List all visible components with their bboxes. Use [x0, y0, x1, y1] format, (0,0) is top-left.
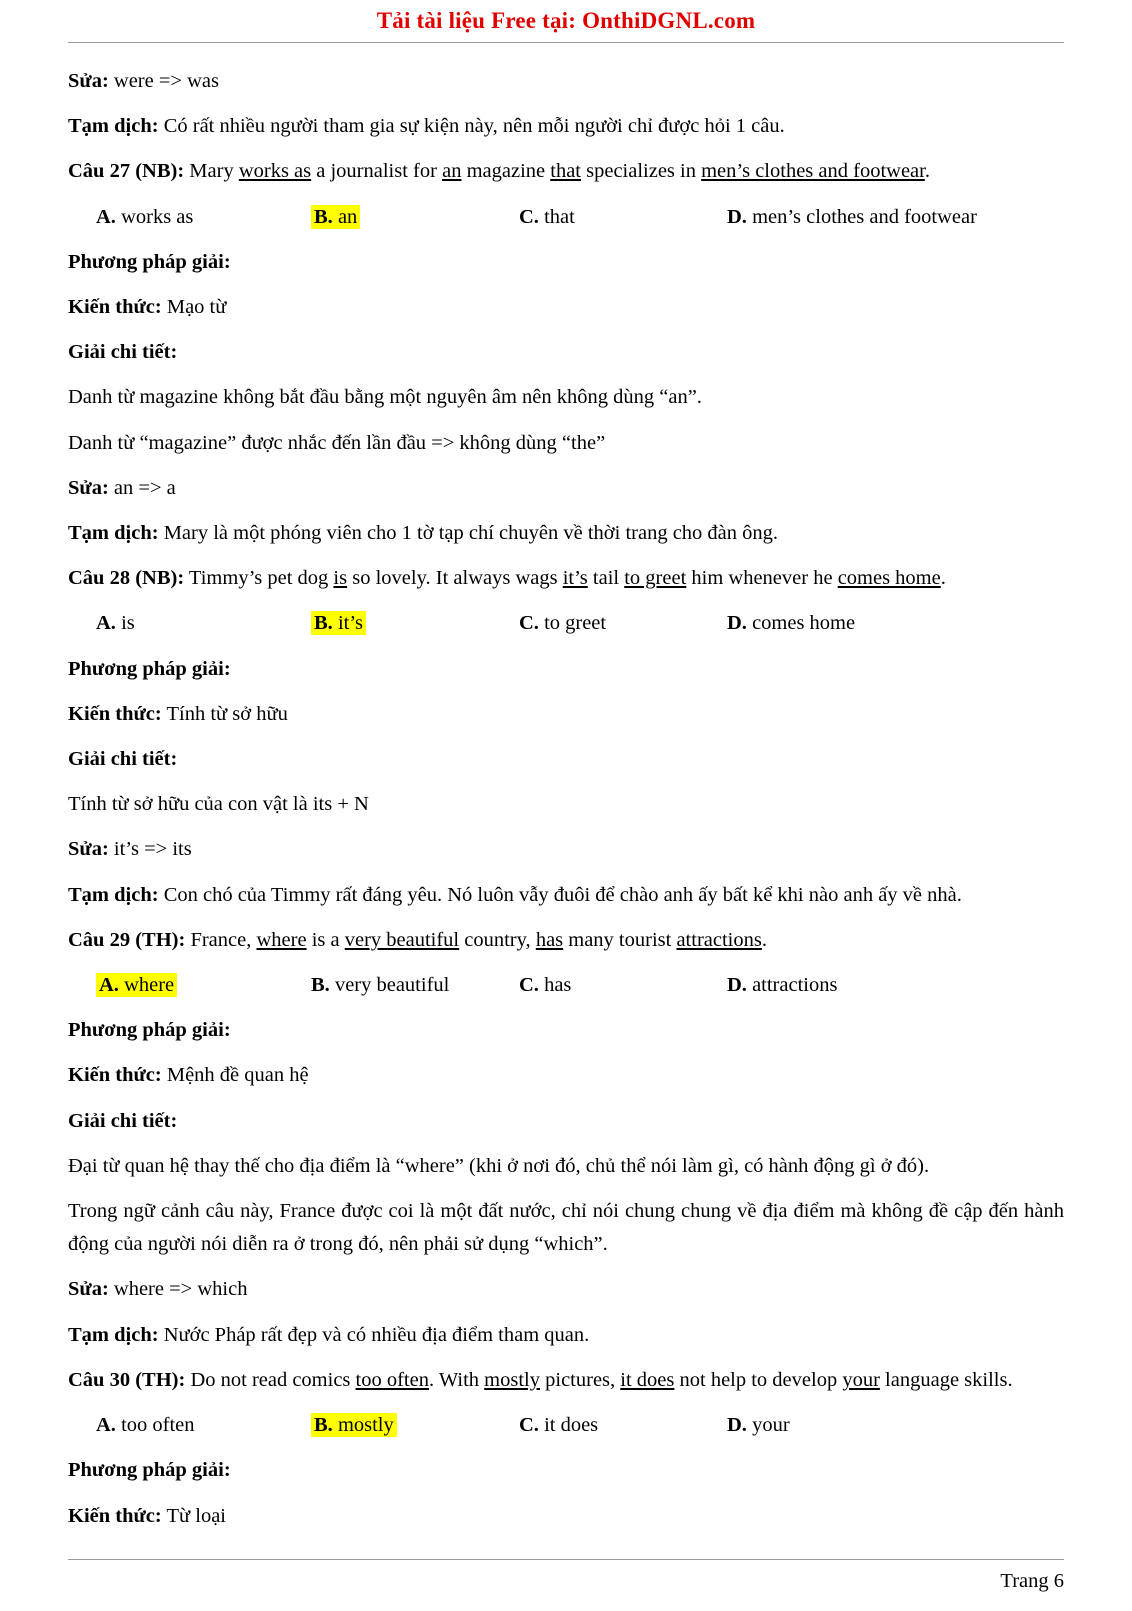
q27-stem-2: a journalist for [311, 160, 443, 183]
question-29-stem [68, 924, 1064, 957]
q27-option-c-text: that [538, 205, 575, 228]
q30-stem-1: Do not read comics [185, 1368, 356, 1391]
question-30-number: Câu 30 (TH): [68, 1368, 186, 1391]
q27-fix [68, 472, 1064, 505]
q28-stem-2: so lovely. It always wags [347, 567, 563, 590]
q28-option-a[interactable] [96, 607, 311, 640]
q27-detail-label [68, 336, 1064, 369]
q29-detail-line-1: Đại từ quan hệ thay thế cho địa điểm là “where” (khi ở nơi đó, chủ thể nói làm gì, có hành động gì ở đó). [68, 1154, 930, 1177]
q29-underline-2: very beautiful [344, 928, 460, 951]
q27-underline-3: that [550, 160, 581, 183]
q29-option-b[interactable] [311, 969, 519, 1002]
q27-option-d[interactable] [727, 201, 1064, 234]
q30-stem-5: language skills. [879, 1368, 1013, 1391]
q28-option-b-text: it’s [332, 612, 364, 635]
q30-method-label [68, 1454, 1064, 1487]
q27-detail-line-2: Danh từ “magazine” được nhắc đến lần đầu => không dùng “the” [68, 431, 606, 454]
q27-option-d-label: D. [727, 205, 747, 228]
q28-method-label [68, 653, 1064, 686]
q29-option-a-highlight [96, 973, 177, 997]
q28-translation-text: Con chó của Timmy rất đáng yêu. Nó luôn vẫy đuôi để chào anh ấy bất kể khi nào anh ấy về nhà. [158, 883, 962, 906]
q27-option-b[interactable] [311, 201, 519, 234]
q29-stem-1: France, [185, 928, 257, 951]
q28-method-label-text: Phương pháp giải: [68, 657, 231, 680]
q28-option-b-highlight [311, 611, 366, 635]
q28-underline-1: is [333, 567, 348, 590]
q30-option-c-text: it does [538, 1414, 599, 1437]
q28-stem-5: . [940, 567, 946, 590]
q29-underline-3: has [535, 928, 564, 951]
q29-fix [68, 1273, 1064, 1306]
q30-stem-3: pictures, [540, 1368, 621, 1391]
q30-option-a-text: too often [115, 1414, 195, 1437]
question-28-options [68, 607, 1064, 640]
q28-option-c-text: to greet [538, 612, 607, 635]
q30-option-c[interactable] [519, 1409, 727, 1442]
q28-option-b[interactable] [311, 607, 519, 640]
fix-label-26: Sửa: [68, 70, 109, 92]
q30-option-b-label: B. [314, 1414, 333, 1437]
q30-knowledge-label: Kiến thức: [68, 1504, 162, 1527]
q29-detail-label-text: Giải chi tiết: [68, 1109, 178, 1132]
q27-translation-label: Tạm dịch: [68, 522, 159, 545]
fix-line-26 [68, 65, 1064, 98]
q28-underline-2: it’s [562, 567, 588, 590]
q29-underline-1: where [256, 928, 307, 951]
q29-option-d[interactable] [727, 969, 1064, 1002]
q28-detail-label-text: Giải chi tiết: [68, 748, 178, 771]
q29-option-a-text: where [118, 974, 175, 997]
q29-option-c[interactable] [519, 969, 727, 1002]
q27-underline-1: works as [238, 160, 312, 183]
q28-option-c-label: C. [519, 612, 539, 635]
q29-option-d-label: D. [727, 974, 747, 997]
question-30-stem [68, 1364, 1064, 1397]
q27-fix-label: Sửa: [68, 476, 109, 499]
q27-detail-label-text: Giải chi tiết: [68, 341, 178, 364]
q29-translation [68, 1319, 1064, 1352]
q28-underline-4: comes home [837, 567, 941, 590]
q28-option-d-label: D. [727, 612, 747, 635]
q27-detail-line-1: Danh từ magazine không bắt đầu bằng một nguyên âm nên không dùng “an”. [68, 386, 702, 409]
q30-stem-2: . With [428, 1368, 485, 1391]
translation-label-26: Tạm dịch: [68, 115, 159, 138]
q27-method-label-text: Phương pháp giải: [68, 250, 231, 273]
question-29-number: Câu 29 (TH): [68, 928, 186, 951]
q27-stem-4: specializes in [581, 160, 702, 183]
q27-option-b-label: B. [314, 205, 333, 228]
page-footer [68, 1570, 1064, 1611]
question-27-options [68, 201, 1064, 234]
q29-option-a[interactable] [96, 969, 311, 1002]
q28-stem-3: tail [587, 567, 625, 590]
q29-translation-text: Nước Pháp rất đẹp và có nhiều địa điểm tham quan. [158, 1323, 590, 1346]
q29-stem-2: is a [306, 928, 345, 951]
q27-option-c[interactable] [519, 201, 727, 234]
question-28-number: Câu 28 (NB): [68, 567, 185, 590]
q28-translation-label: Tạm dịch: [68, 883, 159, 906]
q27-method-label [68, 246, 1064, 279]
q29-knowledge [68, 1059, 1064, 1092]
question-30-options [68, 1409, 1064, 1442]
page-number: Trang 6 [1000, 1569, 1064, 1592]
q29-underline-4: attractions [676, 928, 762, 951]
q27-option-c-label: C. [519, 205, 539, 228]
q30-option-c-label: C. [519, 1414, 539, 1437]
translation-text-26: Có rất nhiều người tham gia sự kiện này, nên mỗi người chỉ được hỏi 1 câu. [158, 115, 785, 138]
q29-fix-label: Sửa: [68, 1278, 109, 1301]
q30-underline-2: mostly [484, 1368, 540, 1391]
q28-fix-label: Sửa: [68, 838, 109, 861]
header-divider [68, 42, 1064, 43]
q28-option-d-text: comes home [746, 612, 856, 635]
q30-option-d-text: your [746, 1414, 790, 1437]
q27-translation-text: Mary là một phóng viên cho 1 tờ tạp chí chuyên về thời trang cho đàn ông. [158, 522, 779, 545]
q27-option-d-text: men’s clothes and footwear [746, 205, 977, 228]
question-28-stem [68, 562, 1064, 595]
q29-option-c-label: C. [519, 974, 539, 997]
site-banner: Tải tài liệu Free tại: OnthiDGNL.com [376, 8, 756, 33]
q29-stem-4: many tourist [563, 928, 677, 951]
q29-stem-5: . [761, 928, 767, 951]
fix-text-26: were => was [108, 70, 219, 92]
q28-option-a-text: is [115, 612, 135, 635]
q28-detail-line-1: Tính từ sở hữu của con vật là its + N [68, 793, 369, 816]
q27-stem-3: magazine [461, 160, 551, 183]
q27-stem-5: . [924, 160, 930, 183]
question-27-stem [68, 155, 1064, 188]
q27-knowledge-text: Mạo từ [161, 296, 227, 319]
q27-option-b-text: an [332, 205, 358, 228]
q30-option-d[interactable] [727, 1409, 1064, 1442]
q29-fix-text: where => which [108, 1278, 248, 1301]
q29-detail-line-2: Trong ngữ cảnh câu này, France được coi là một đất nước, chỉ nói chung chung về địa điểm mà không đề cập đến hành động của người nói diễn ra ở trong đó, nên phải sử dụng “which”. [68, 1200, 1064, 1256]
q30-underline-1: too often [355, 1368, 429, 1391]
q28-underline-3: to greet [624, 567, 687, 590]
q30-option-a[interactable] [96, 1409, 311, 1442]
q28-option-d[interactable] [727, 607, 1064, 640]
q30-knowledge-text: Từ loại [161, 1504, 226, 1527]
q27-translation [68, 517, 1064, 550]
q29-knowledge-label: Kiến thức: [68, 1064, 162, 1087]
q27-stem-1: Mary [184, 160, 239, 183]
q29-method-label-text: Phương pháp giải: [68, 1019, 231, 1042]
q30-option-b[interactable] [311, 1409, 519, 1442]
q28-option-b-label: B. [314, 612, 333, 635]
q30-underline-4: your [842, 1368, 880, 1391]
q28-fix-text: it’s => its [108, 838, 192, 861]
q28-knowledge-label: Kiến thức: [68, 702, 162, 725]
question-29-options [68, 969, 1064, 1002]
q29-knowledge-text: Mệnh đề quan hệ [161, 1064, 309, 1087]
q27-fix-text: an => a [108, 476, 176, 499]
q29-option-c-text: has [538, 974, 572, 997]
q30-option-b-highlight [311, 1413, 397, 1437]
q27-underline-2: an [442, 160, 462, 183]
q29-option-a-label: A. [99, 974, 119, 997]
q28-fix [68, 833, 1064, 866]
translation-line-26 [68, 110, 1064, 143]
q28-option-c[interactable] [519, 607, 727, 640]
q28-knowledge [68, 698, 1064, 731]
q29-stem-3: country, [459, 928, 536, 951]
q28-translation [68, 879, 1064, 912]
q27-option-a[interactable] [96, 201, 311, 234]
q27-option-b-highlight [311, 205, 360, 229]
q30-option-a-label: A. [96, 1414, 116, 1437]
q30-stem-4: not help to develop [674, 1368, 843, 1391]
q28-stem-1: Timmy’s pet dog [184, 567, 334, 590]
q30-underline-3: it does [620, 1368, 675, 1391]
q29-translation-label: Tạm dịch: [68, 1323, 159, 1346]
q30-option-b-text: mostly [332, 1414, 394, 1437]
q28-option-a-label: A. [96, 612, 116, 635]
q29-option-b-text: very beautiful [329, 974, 450, 997]
q29-method-label [68, 1014, 1064, 1047]
q28-knowledge-text: Tính từ sở hữu [161, 702, 288, 725]
question-27-number: Câu 27 (NB): [68, 160, 185, 183]
document-body [68, 65, 1064, 1533]
q30-method-label-text: Phương pháp giải: [68, 1459, 231, 1482]
q30-option-d-label: D. [727, 1414, 747, 1437]
footer-divider [68, 1559, 1064, 1560]
q29-option-b-label: B. [311, 974, 330, 997]
q28-stem-4: him whenever he [686, 567, 838, 590]
q27-knowledge-label: Kiến thức: [68, 296, 162, 319]
q27-underline-4: men’s clothes and footwear [701, 160, 925, 183]
q29-option-d-text: attractions [746, 974, 838, 997]
q27-knowledge [68, 291, 1064, 324]
q28-detail-label [68, 743, 1064, 776]
q27-option-a-label: A. [96, 205, 116, 228]
q27-option-a-text: works as [115, 205, 194, 228]
q29-detail-label [68, 1105, 1064, 1138]
q30-knowledge [68, 1500, 1064, 1533]
